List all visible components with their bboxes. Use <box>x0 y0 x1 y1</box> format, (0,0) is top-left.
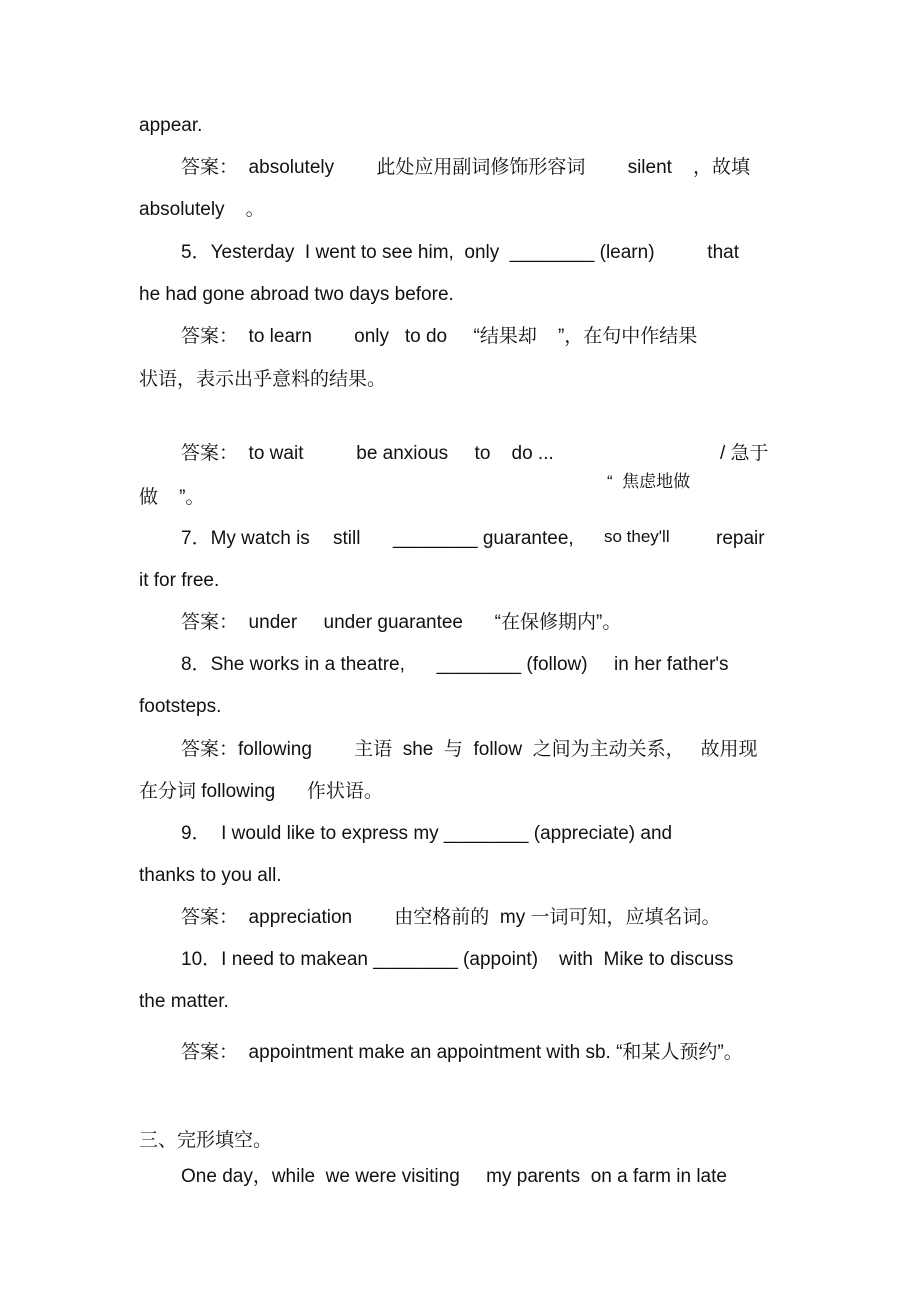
q6-answer: 答案： to wait be anxious to do ... <box>181 443 554 464</box>
q4-answer-continuation: absolutely 。 <box>139 199 265 220</box>
cloze-passage-line: One day，while we were visiting my parents on a farm in late <box>181 1166 727 1187</box>
q6-answer-slash: / 急于 <box>720 443 769 464</box>
q5-answer-continuation: 状语，表示出乎意料的结果。 <box>139 369 387 390</box>
q7-word-repair: repair <box>716 528 765 549</box>
q9-question-continuation: thanks to you all. <box>139 865 282 886</box>
q4-answer: 答案： absolutely 此处应用副词修饰形容词 silent ，故填 <box>181 157 751 178</box>
q7-question: 7．My watch is <box>181 528 310 549</box>
q8-question: 8．She works in a theatre, ________ (follow) in her father's <box>181 654 729 675</box>
q7-question-continuation: it for free. <box>139 570 220 591</box>
q8-answer: 答案：following 主语 she 与 follow 之间为主动关系， 故用现 <box>181 739 758 760</box>
q4-text-continuation: appear. <box>139 115 203 136</box>
q9-answer: 答案： appreciation 由空格前的 my 一词可知，应填名词。 <box>181 907 721 928</box>
q8-answer-continuation: 在分词 following 作状语。 <box>139 781 383 802</box>
q8-question-continuation: footsteps. <box>139 696 222 717</box>
q6-answer-continuation: 做 ”。 <box>139 487 205 508</box>
q10-answer: 答案： appointment make an appointment with sb. “和某人预约”。 <box>181 1042 743 1063</box>
q5-question-continuation: he had gone abroad two days before. <box>139 284 454 305</box>
q5-answer: 答案： to learn only to do “结果却 ”，在句中作结果 <box>181 326 698 347</box>
q7-word-so: so they'll <box>604 527 670 546</box>
q9-question: 9． I would like to express my ________ (appreciate) and <box>181 823 673 844</box>
section-heading: 三、完形填空。 <box>139 1130 273 1151</box>
q10-question: 10．I need to makean ________ (appoint) with Mike to discuss <box>181 949 734 970</box>
q7-answer: 答案： under under guarantee “在保修期内”。 <box>181 612 622 633</box>
q5-question: 5．Yesterday I went to see him, only ________ (learn) that <box>181 242 739 263</box>
q10-question-continuation: the matter. <box>139 991 229 1012</box>
q7-word-still: still <box>333 528 361 549</box>
q7-blank: ________ guarantee, <box>393 528 574 549</box>
q6-answer-quote: “ 焦虑地做 <box>607 472 691 491</box>
